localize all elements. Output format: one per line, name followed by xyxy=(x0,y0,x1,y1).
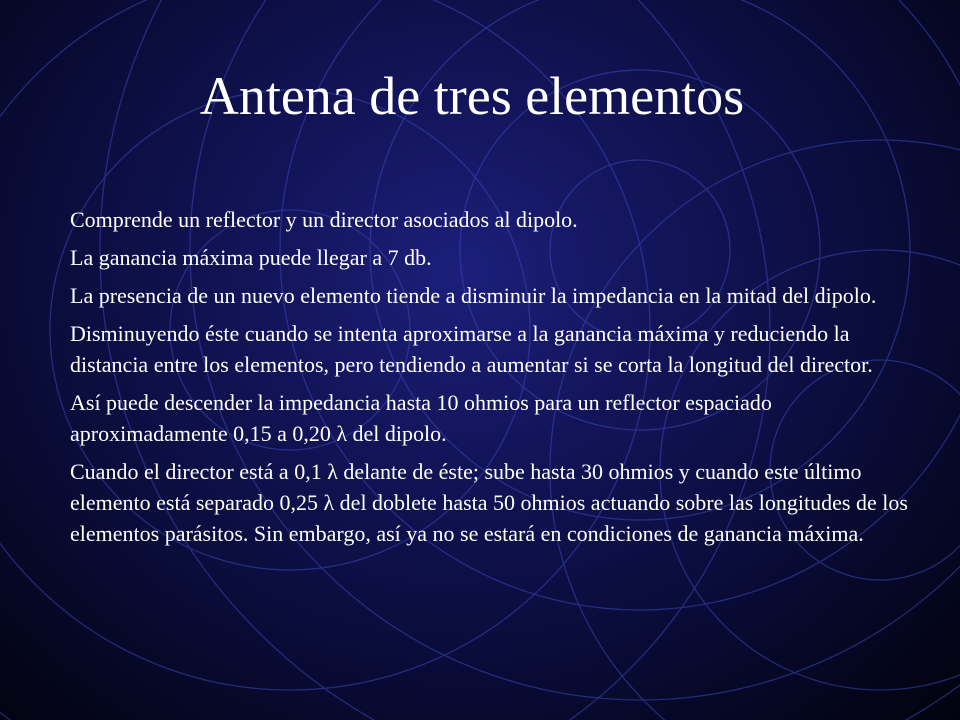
paragraph: La ganancia máxima puede llegar a 7 db. xyxy=(70,245,432,270)
paragraph: Cuando el director está a 0,1 λ delante de éste; sube hasta 30 ohmios y cuando este último elemento está separado 0,25 λ del doblete hasta 50 ohmios actuando sobre las longitudes de los elementos parásitos. Sin embargo, así ya no se estará en condiciones de ganancia máxima. xyxy=(70,459,908,546)
paragraph: La presencia de un nuevo elemento tiende a disminuir la impedancia en la mitad del dipolo. xyxy=(70,283,877,308)
paragraph: Así puede descender la impedancia hasta 10 ohmios para un reflector espaciado aproximadamente 0,15 a 0,20 λ del dipolo. xyxy=(70,390,772,446)
slide-body xyxy=(70,204,920,556)
paragraph: Disminuyendo éste cuando se intenta aproximarse a la ganancia máxima y reduciendo la distancia entre los elementos, pero tendiendo a aumentar si se corta la longitud del director. xyxy=(70,321,873,377)
paragraph: Comprende un reflector y un director asociados al dipolo. xyxy=(70,207,578,232)
slide-title: Antena de tres elementos xyxy=(199,66,745,126)
